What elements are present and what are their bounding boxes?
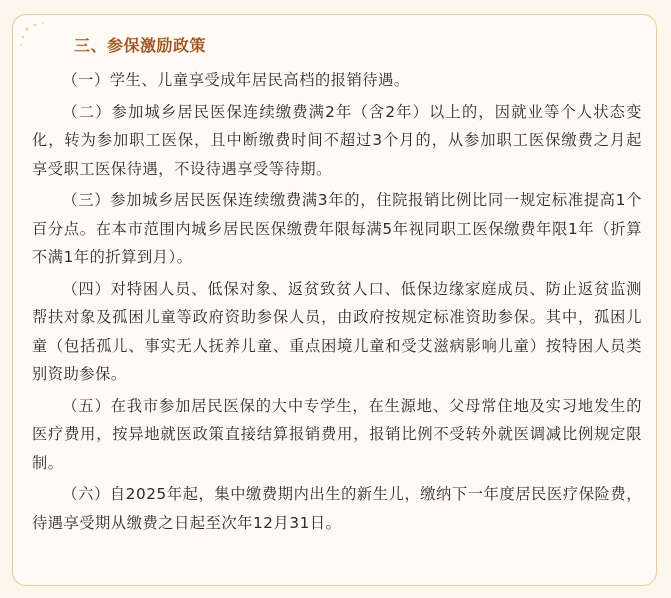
policy-item-6: （六）自2025年起，集中缴费期内出生的新生儿，缴纳下一年度居民医疗保险费，待遇享受期从缴费之日起至次年12月31日。 bbox=[32, 485, 642, 532]
section-title: 三、参保激励政策 bbox=[74, 36, 207, 55]
policy-content bbox=[32, 34, 642, 540]
policy-item-5: （五）在我市参加居民医保的大中专学生，在生源地、父母常住地及实习地发生的医疗费用，按异地就医政策直接结算报销费用，报销比例不受转外就医调减比例规定限制。 bbox=[32, 396, 642, 472]
policy-item-1: （一）学生、儿童享受成年居民高档的报销待遇。 bbox=[62, 71, 410, 89]
policy-item-2: （二）参加城乡居民医保连续缴费满2年（含2年）以上的，因就业等个人状态变化，转为参加职工医保，且中断缴费时间不超过3个月的，从参加职工医保缴费之月起享受职工医保待遇，不设待遇享受等待期。 bbox=[32, 102, 642, 178]
policy-item-4: （四）对特困人员、低保对象、返贫致贫人口、低保边缘家庭成员、防止返贫监测帮扶对象及孤困儿童等政府资助参保人员，由政府按规定标准资助参保。其中，孤困儿童（包括孤儿、事实无人抚养儿童、重点困境儿童和受艾滋病影响儿童）按特困人员类别资助参保。 bbox=[32, 279, 642, 383]
policy-item-3: （三）参加城乡居民医保连续缴费满3年的，住院报销比例比同一规定标准提高1个百分点。在本市范围内城乡居民医保缴费年限每满5年视同职工医保缴费年限1年（折算不满1年的折算到月）。 bbox=[32, 191, 642, 266]
